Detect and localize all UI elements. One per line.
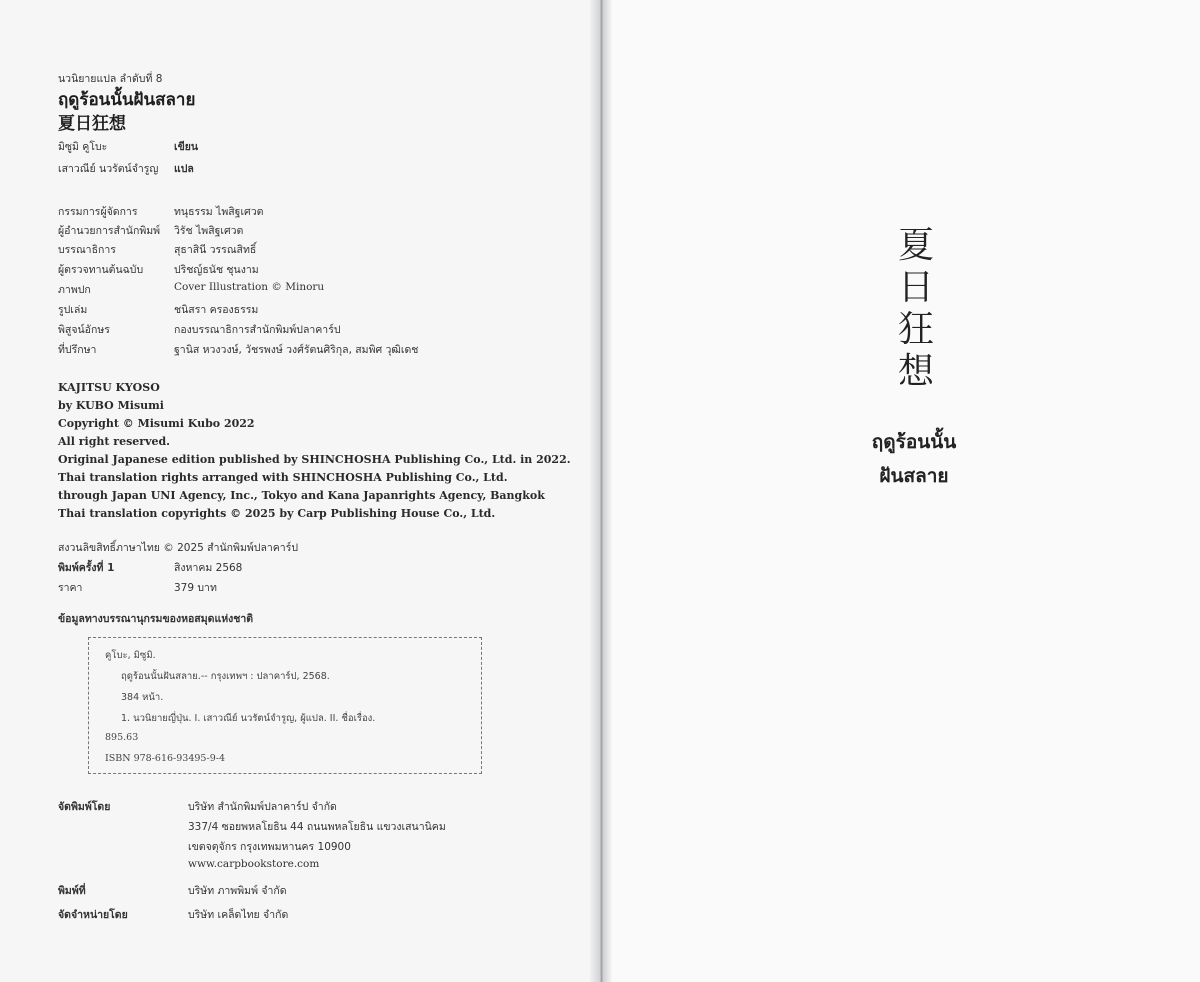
staff-label: พิสูจน์อักษร <box>58 324 110 336</box>
publisher-website: www.carpbookstore.com <box>188 858 320 870</box>
author-name: มิซูมิ คูโบะ <box>58 141 108 153</box>
author-role: เขียน <box>174 141 199 153</box>
book-gutter <box>590 0 612 982</box>
thai-rights-line: สงวนลิขสิทธิ์ภาษาไทย © 2025 สำนักพิมพ์ปลาคาร์ป <box>58 542 299 554</box>
copyright-line: Thai translation copyrights © 2025 by Carp Publishing House Co., Ltd. <box>58 507 496 520</box>
staff-value: ฐานิส หวงวงษ์, วัชรพงษ์ วงศ์รัตนศิริกุล, สมพิศ วุฒิเดช <box>174 344 419 356</box>
title-char: 狂 <box>897 309 934 350</box>
staff-value: สุธาสินี วรรณสิทธิ์ <box>174 244 257 256</box>
title-char: 日 <box>897 267 934 308</box>
copyright-line: KAJITSU KYOSO <box>58 381 160 394</box>
copyright-line: Original Japanese edition published by SHINCHOSHA Publishing Co., Ltd. in 2022. <box>58 453 571 466</box>
printer-value: บริษัท ภาพพิมพ์ จำกัด <box>188 885 287 897</box>
title-char: 夏 <box>897 225 934 266</box>
price-value: 379 บาท <box>174 582 217 594</box>
cip-line: 1. นวนิยายญี่ปุ่น. I. เสาวณีย์ นวรัตน์จำรูญ, ผู้แปล. II. ชื่อเรื่อง. <box>121 713 376 724</box>
distributor-value: บริษัท เคล็ดไทย จำกัด <box>188 909 289 921</box>
copyright-line: by KUBO Misumi <box>58 399 164 412</box>
title-char: 想 <box>897 351 934 392</box>
cip-line: คูโบะ, มิซูมิ. <box>105 650 156 661</box>
staff-label: ผู้ตรวจทานต้นฉบับ <box>58 264 144 276</box>
cip-line: 384 หน้า. <box>121 692 164 703</box>
staff-value: วิรัช ไพสิฐเศวต <box>174 225 244 237</box>
staff-label: กรรมการผู้จัดการ <box>58 206 138 218</box>
translator-name: เสาวณีย์ นวรัตน์จำรูญ <box>58 163 159 175</box>
staff-value: ทนุธรรม ไพสิฐเศวต <box>174 206 264 218</box>
half-title-page <box>612 0 1200 982</box>
staff-label: ภาพปก <box>58 284 91 296</box>
printer-label: พิมพ์ที่ <box>58 885 86 897</box>
distributor-label: จัดจำหน่ายโดย <box>58 909 128 921</box>
cip-line: ฤดูร้อนนั้นฝันสลาย.-- กรุงเทพฯ : ปลาคาร์ป, 2568. <box>121 671 330 682</box>
staff-value: กองบรรณาธิการสำนักพิมพ์ปลาคาร์ป <box>174 324 341 336</box>
staff-label: ผู้อำนวยการสำนักพิมพ์ <box>58 225 161 237</box>
copyright-line: All right reserved. <box>58 435 170 448</box>
thai-title-line-2: ฝันสลาย <box>879 465 949 487</box>
staff-label: บรรณาธิการ <box>58 244 116 256</box>
book-title-thai: ฤดูร้อนนั้นฝันสลาย <box>58 90 196 110</box>
book-title-japanese: 夏日狂想 <box>58 114 126 134</box>
copyright-line: Thai translation rights arranged with SHINCHOSHA Publishing Co., Ltd. <box>58 471 508 484</box>
copyright-line: Copyright © Misumi Kubo 2022 <box>58 417 255 430</box>
staff-value: ปริชญ์ธนัช ชุนงาม <box>174 264 259 276</box>
cip-line: 895.63 <box>105 732 139 743</box>
publisher-line: เขตจตุจักร กรุงเทพมหานคร 10900 <box>188 841 351 853</box>
publisher-label: จัดพิมพ์โดย <box>58 801 111 813</box>
staff-label: รูปเล่ม <box>58 304 88 316</box>
staff-label: ที่ปรึกษา <box>58 344 97 356</box>
copyright-line: through Japan UNI Agency, Inc., Tokyo and Kana Japanrights Agency, Bangkok <box>58 489 545 502</box>
cip-heading: ข้อมูลทางบรรณานุกรมของหอสมุดแห่งชาติ <box>58 613 254 625</box>
thai-title-line-1: ฤดูร้อนนั้น <box>871 431 957 453</box>
staff-value: ชนิสรา ครองธรรม <box>174 304 259 316</box>
series-label: นวนิยายแปล ลำดับที่ 8 <box>58 73 163 85</box>
edition-value: สิงหาคม 2568 <box>174 562 243 574</box>
vertical-japanese-title <box>886 225 946 396</box>
cip-isbn: ISBN 978-616-93495-9-4 <box>105 753 225 764</box>
price-label: ราคา <box>58 582 83 594</box>
translator-role: แปล <box>174 163 194 175</box>
edition-label: พิมพ์ครั้งที่ 1 <box>58 562 115 574</box>
staff-value: Cover Illustration © Minoru <box>174 281 325 293</box>
publisher-line: 337/4 ซอยพหลโยธิน 44 ถนนพหลโยธิน แขวงเสนานิคม <box>188 821 446 833</box>
publisher-line: บริษัท สำนักพิมพ์ปลาคาร์ป จำกัด <box>188 801 337 813</box>
